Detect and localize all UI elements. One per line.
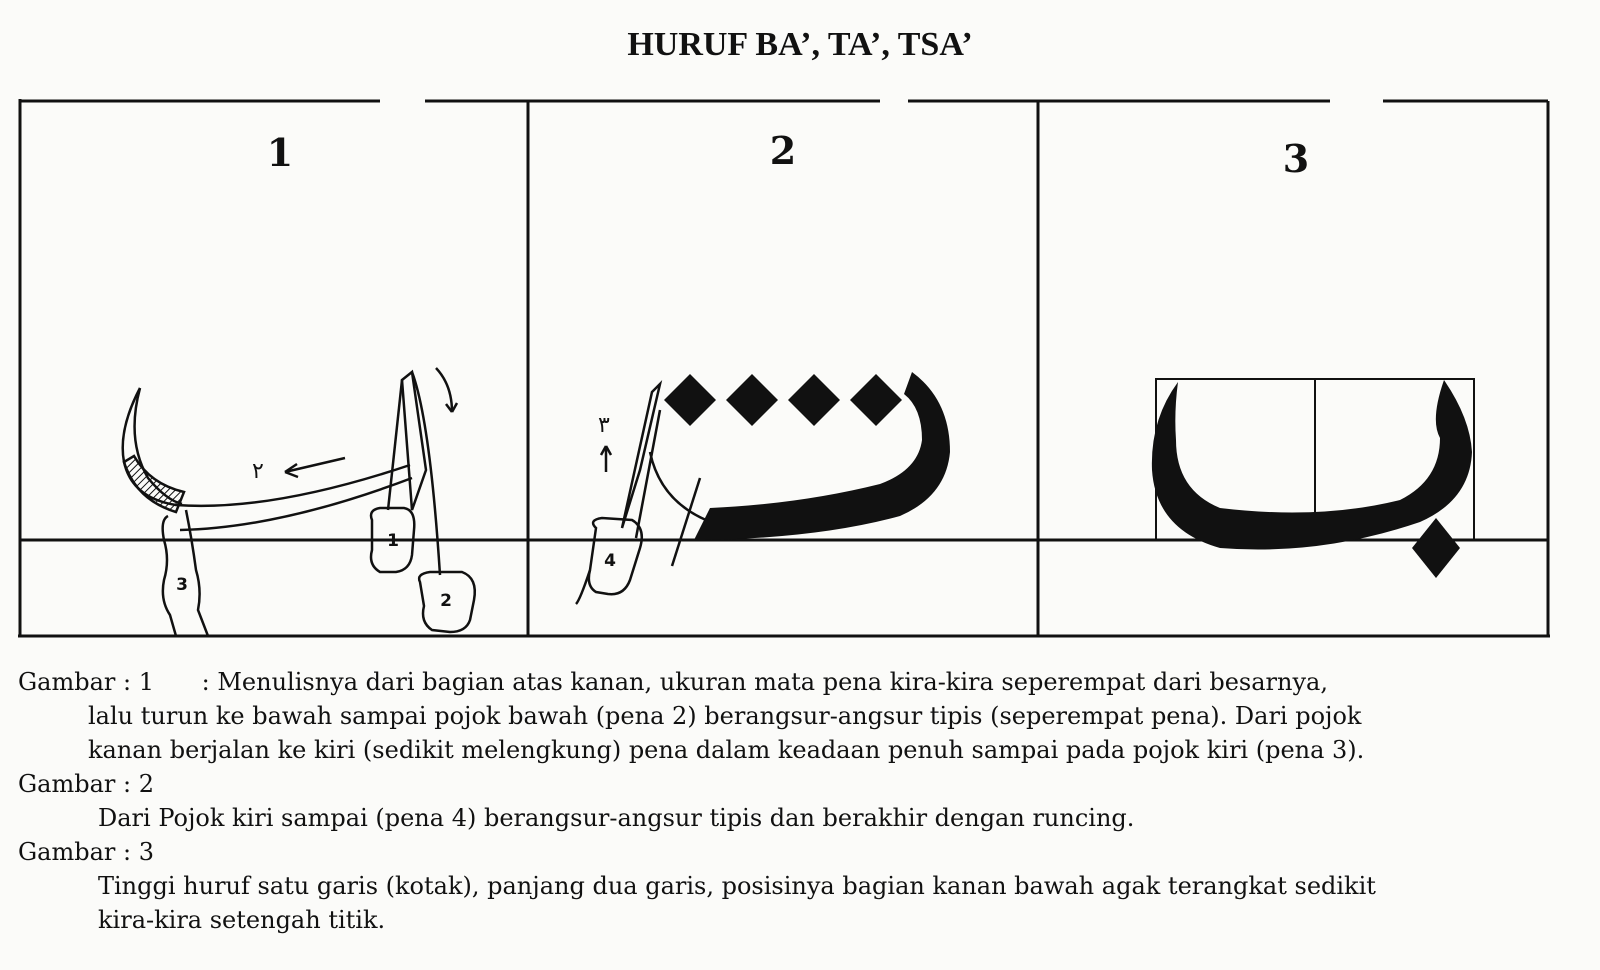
caption-block	[18, 665, 1578, 937]
panel-frame	[18, 99, 1550, 636]
caption-g3-line2: kira-kira setengah titik.	[98, 906, 386, 934]
panel-3-drawing	[1152, 379, 1474, 578]
panel-1-drawing	[123, 368, 475, 636]
caption-g1-label: Gambar : 1	[18, 668, 154, 696]
caption-g2-text: Dari Pojok kiri sampai (pena 4) berangsur-angsur tipis dan berakhir dengan runcing.	[98, 804, 1135, 832]
caption-g1-text: : Menulisnya dari bagian atas kanan, ukuran mata pena kira-kira seperempat dari besarnya,	[201, 668, 1328, 696]
pen-label-2: 2	[440, 591, 452, 611]
pen-label-1: 1	[387, 531, 399, 551]
measurement-dots	[664, 374, 902, 426]
caption-g2-label: Gambar : 2	[18, 770, 154, 798]
panel-2-number: 2	[769, 128, 797, 173]
caption-g1-line3: kanan berjalan ke kiri (sedikit melengkung) pena dalam keadaan penuh sampai pada pojok kiri (pena 3).	[88, 736, 1365, 764]
caption-g3-label: Gambar : 3	[18, 838, 154, 866]
panel-1-number: 1	[266, 130, 294, 175]
page-title: HURUF BA’, TA’, TSA’	[627, 26, 973, 63]
caption-g1-line2: lalu turun ke bawah sampai pojok bawah (pena 2) berangsur-angsur tipis (seperempat pena). Dari pojok	[88, 702, 1362, 730]
panel-3-number: 3	[1282, 136, 1310, 181]
panel-2-arabic-mark: ٣	[598, 413, 610, 438]
pen-label-4: 4	[604, 551, 616, 571]
panel-2-drawing	[576, 372, 950, 604]
ba-dot	[1412, 518, 1460, 578]
caption-g1-line1	[18, 665, 1578, 699]
panel-1-arabic-mark: ٢	[252, 459, 264, 484]
pen-label-3: 3	[176, 575, 188, 595]
caption-g3-line1: Tinggi huruf satu garis (kotak), panjang dua garis, posisinya bagian kanan bawah agak terangkat sedikit	[98, 872, 1376, 900]
